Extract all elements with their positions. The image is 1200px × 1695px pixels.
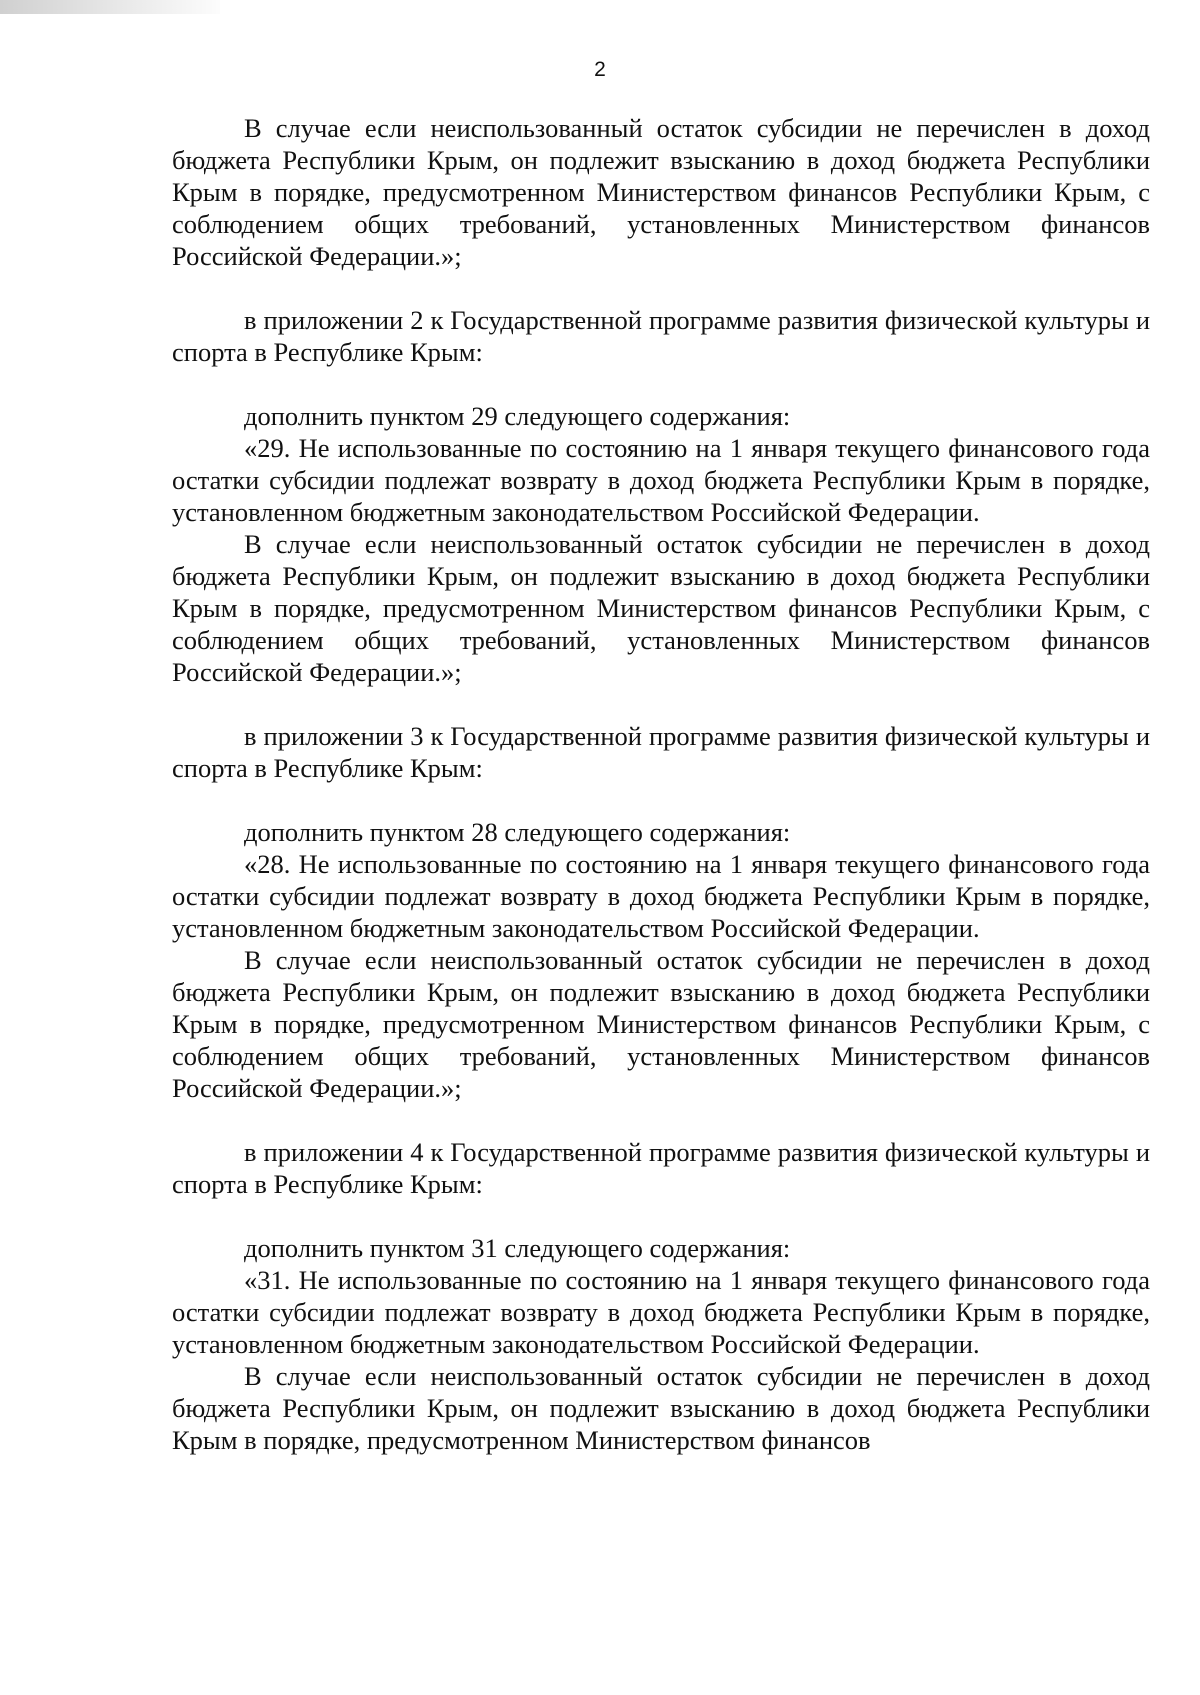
paragraph: В случае если неиспользованный остаток субсидии не перечислен в доход бюджета Республики Крым, он подлежит взысканию в доход бюджета Республики Крым в порядке, предусмотренном Министерством финансов [172, 1361, 1150, 1455]
paragraph: дополнить пунктом 31 следующего содержания: [244, 1233, 791, 1263]
paragraph: в приложении 3 к Государственной программе развития физической культуры и спорта в Республике Крым: [172, 721, 1150, 783]
paragraph: в приложении 2 к Государственной программе развития физической культуры и спорта в Республике Крым: [172, 305, 1150, 367]
paragraph-spacer [172, 688, 1150, 720]
document-body [172, 112, 1150, 1456]
paragraph: в приложении 4 к Государственной программе развития физической культуры и спорта в Республике Крым: [172, 1137, 1150, 1199]
scan-artifact [0, 0, 220, 14]
page-number: 2 [594, 58, 606, 81]
paragraph: дополнить пунктом 29 следующего содержания: [244, 401, 791, 431]
paragraph-spacer [172, 1200, 1150, 1232]
paragraph: «31. Не использованные по состоянию на 1 января текущего финансового года остатки субсидии подлежат возврату в доход бюджета Республики Крым в порядке, установленном бюджетным законодательством Российской Федерации. [172, 1265, 1150, 1359]
paragraph-spacer [172, 784, 1150, 816]
paragraph: «28. Не использованные по состоянию на 1 января текущего финансового года остатки субсидии подлежат возврату в доход бюджета Республики Крым в порядке, установленном бюджетным законодательством Российской Федерации. [172, 849, 1150, 943]
paragraph-spacer [172, 1104, 1150, 1136]
paragraph: В случае если неиспользованный остаток субсидии не перечислен в доход бюджета Республики Крым, он подлежит взысканию в доход бюджета Республики Крым в порядке, предусмотренном Министерством финансов Республики Крым, с соблюдением общих требований, установленных Министерством финансов Российской Федерации.»; [172, 529, 1150, 687]
paragraph: В случае если неиспользованный остаток субсидии не перечислен в доход бюджета Республики Крым, он подлежит взысканию в доход бюджета Республики Крым в порядке, предусмотренном Министерством финансов Республики Крым, с соблюдением общих требований, установленных Министерством финансов Российской Федерации.»; [172, 113, 1150, 271]
paragraph: В случае если неиспользованный остаток субсидии не перечислен в доход бюджета Республики Крым, он подлежит взысканию в доход бюджета Республики Крым в порядке, предусмотренном Министерством финансов Республики Крым, с соблюдением общих требований, установленных Министерством финансов Российской Федерации.»; [172, 945, 1150, 1103]
paragraph-spacer [172, 368, 1150, 400]
paragraph: «29. Не использованные по состоянию на 1 января текущего финансового года остатки субсидии подлежат возврату в доход бюджета Республики Крым в порядке, установленном бюджетным законодательством Российской Федерации. [172, 433, 1150, 527]
paragraph: дополнить пунктом 28 следующего содержания: [244, 817, 791, 847]
paragraph-spacer [172, 272, 1150, 304]
